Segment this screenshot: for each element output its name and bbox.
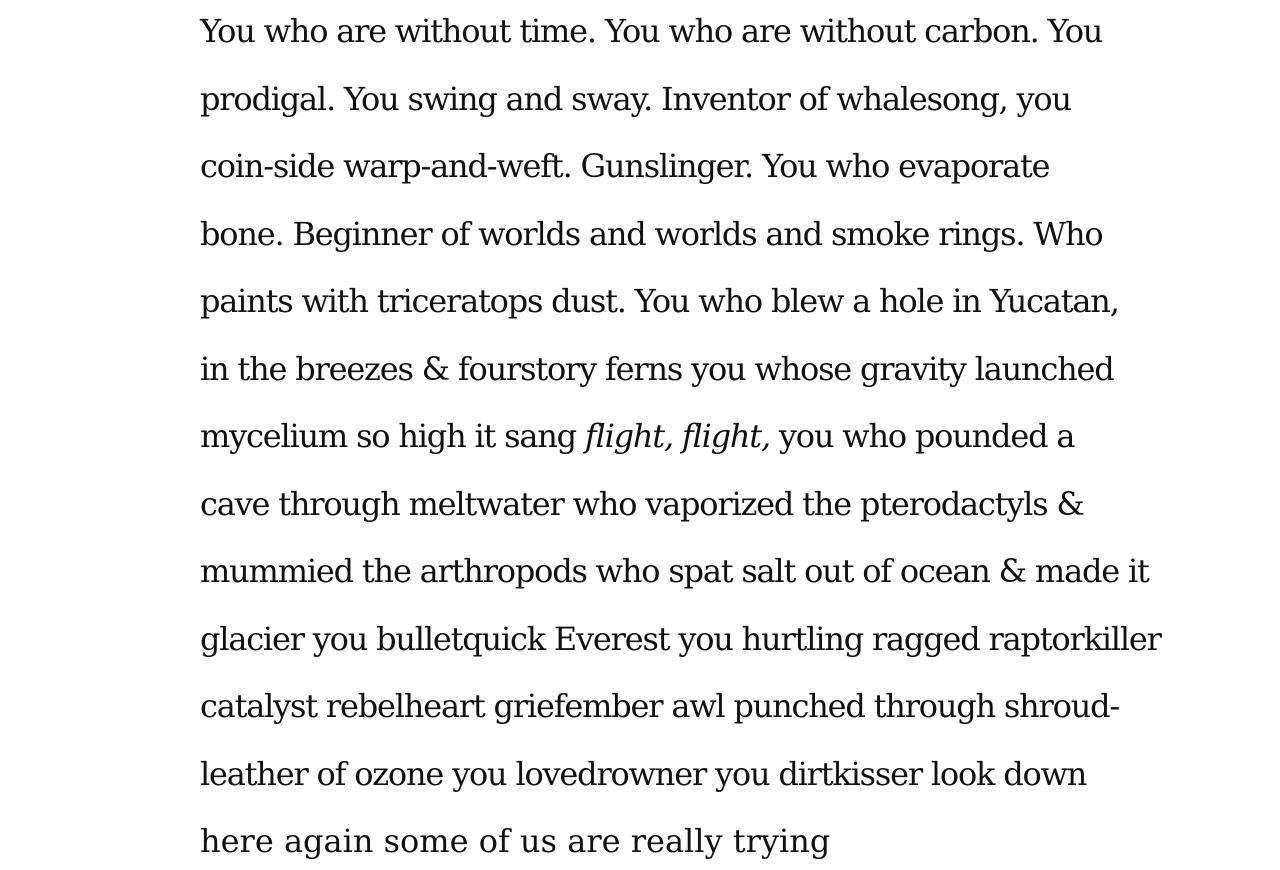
poem-text-block	[200, 0, 1161, 870]
poem-line-segment: you who pounded a	[769, 417, 1075, 455]
poem-line: mummied the arthropods who spat salt out of ocean & made it	[200, 552, 1149, 590]
poem-line: leather of ozone you lovedrowner you dirtkisser look down	[200, 754, 1087, 793]
poem-line: bone. Beginner of worlds and worlds and smoke rings. Who	[200, 214, 1103, 253]
poem-line: in the breezes & fourstory ferns you whose gravity launched	[200, 349, 1114, 388]
poem-line: You who are without time. You who are without carbon. You	[200, 12, 1103, 50]
poem-line: catalyst rebelheart griefember awl punched through shroud-	[200, 687, 1120, 725]
poem-line: coin-side warp-and-weft. Gunslinger. You who evaporate	[200, 147, 1050, 185]
poem-line: cave through meltwater who vaporized the pterodactyls &	[200, 484, 1084, 523]
poem-line: paints with triceratops dust. You who blew a hole in Yucatan,	[200, 282, 1119, 320]
poem-line: glacier you bulletquick Everest you hurtling ragged raptorkiller	[200, 619, 1161, 658]
poem-italic-phrase: flight, flight,	[584, 417, 770, 455]
poem-line-segment: mycelium so high it sang	[200, 417, 585, 455]
poem-line-last: here again some of us are really trying	[200, 822, 831, 860]
poem-line: prodigal. You swing and sway. Inventor of whalesong, you	[200, 79, 1071, 118]
poem-line	[200, 403, 1075, 471]
